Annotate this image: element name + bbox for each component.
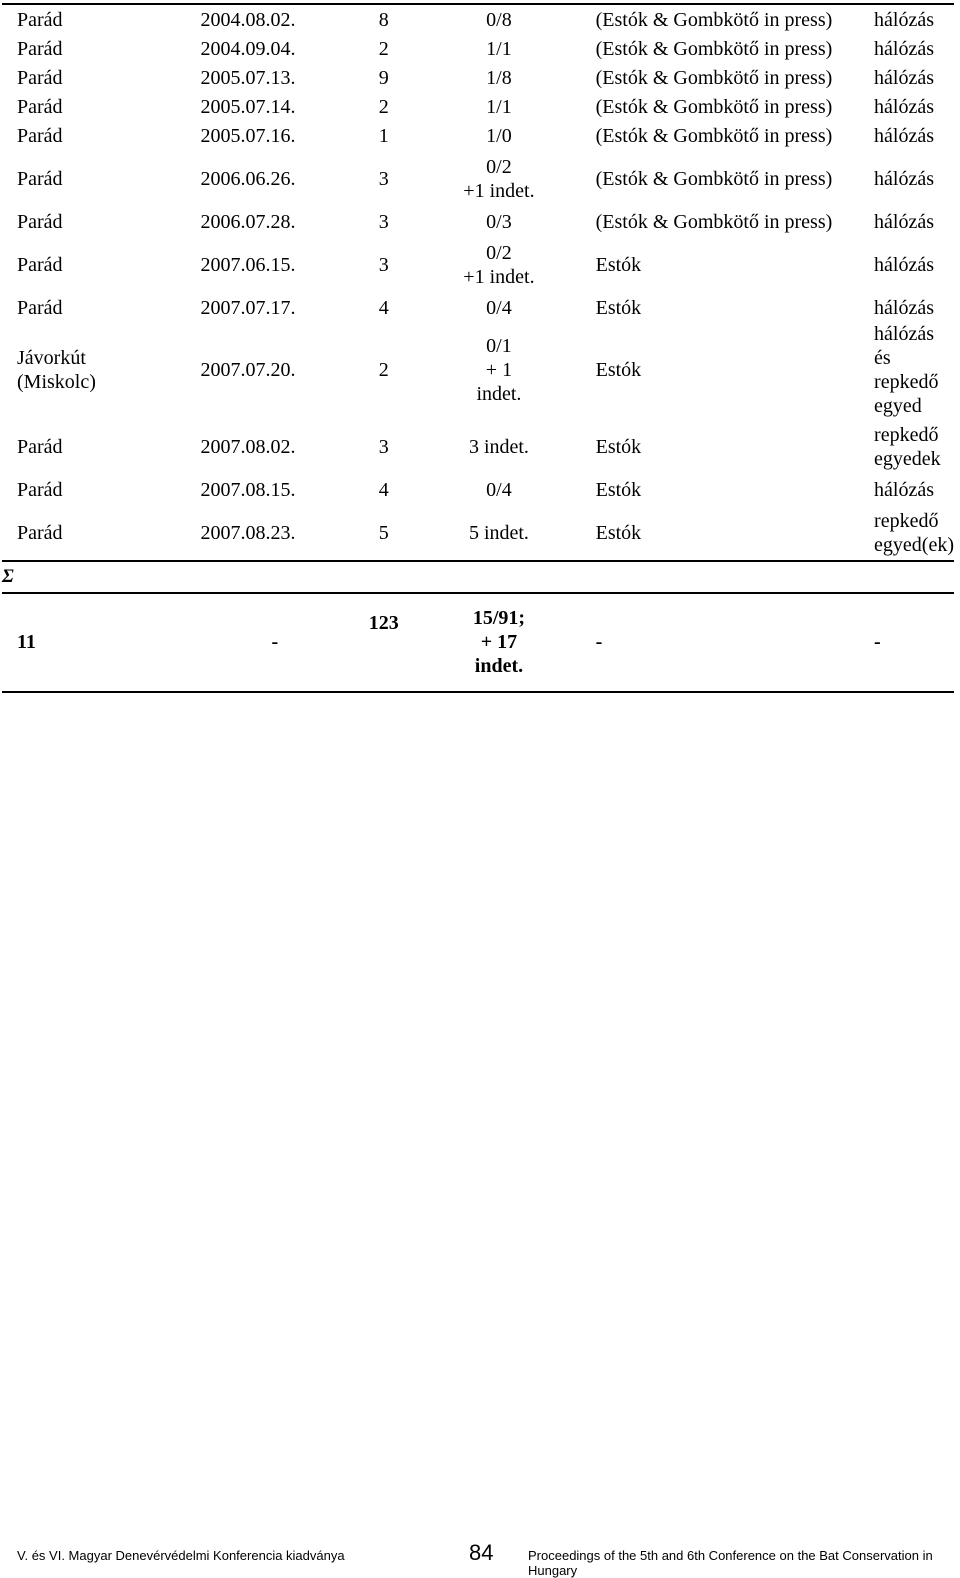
date-cell: 2004.08.02. [200,8,296,31]
source-cell: Estók [595,296,642,319]
count-cell: 2 [378,37,389,60]
ratio-cell: 0/3 [486,210,512,233]
count-cell: 3 [378,435,389,458]
location-cell: Parád [17,124,63,147]
source-cell: Estók [595,359,642,381]
source-cell: (Estók & Gombkötő in press) [595,167,833,190]
table-row [2,121,954,150]
date-cell: 2005.07.14. [200,95,296,118]
table-row [2,322,954,418]
location-cell: Parád [17,521,63,544]
count-cell: 4 [378,296,389,319]
table-row [2,207,954,236]
ratio-cell: 0/1 + 1 indet. [476,335,522,405]
date-cell: 2007.08.15. [200,478,296,501]
location-cell: Parád [17,478,63,501]
method-cell: hálózás [874,296,935,319]
location-cell: Parád [17,296,63,319]
location-cell: Parád [17,253,63,276]
location-cell: Parád [17,210,63,233]
count-cell: 2 [378,95,389,118]
location-cell: Jávorkút (Miskolc) [17,347,96,393]
table-row [2,92,954,121]
ratio-cell: 0/4 [486,478,512,501]
table-row [2,504,954,561]
table-row [2,34,954,63]
sigma-label: Σ [2,566,14,587]
date-cell: 2005.07.13. [200,66,296,89]
ratio-cell: 1/1 [486,95,512,118]
date-cell: 2007.08.02. [200,435,296,458]
source-cell: Estók [595,521,642,544]
ratio-cell: 0/4 [486,296,512,319]
table-row [2,293,954,322]
total-source-cell: - [595,631,603,653]
ratio-cell: 0/2 +1 indet. [463,155,535,202]
method-cell: hálózás [874,167,935,190]
ratio-cell: 1/0 [486,124,512,147]
total-count-cell: 123 [368,612,399,634]
location-cell: Parád [17,95,63,118]
source-cell: Estók [595,435,642,458]
method-cell: hálózás [874,253,935,276]
method-cell: hálózás és repkedő egyed [874,323,939,417]
location-cell: Parád [17,435,63,458]
count-cell: 4 [378,478,389,501]
method-cell: hálózás [874,478,935,501]
ratio-cell: 3 indet. [468,435,529,458]
date-cell: 2007.07.17. [200,296,296,319]
source-cell: Estók [595,478,642,501]
date-cell: 2007.06.15. [200,253,296,276]
method-cell: repkedő egyed(ek) [874,509,954,556]
method-cell: hálózás [874,210,935,233]
method-cell: hálózás [874,37,935,60]
location-cell: Parád [17,37,63,60]
count-cell: 1 [378,124,389,147]
date-cell: 2007.07.20. [200,359,296,381]
footer-left-text: V. és VI. Magyar Denevérvédelmi Konferencia kiadványa [17,1548,345,1563]
table-row [2,418,954,475]
table-row [2,236,954,293]
date-cell: 2007.08.23. [200,521,296,544]
method-cell: repkedő egyedek [874,423,941,470]
count-cell: 3 [378,210,389,233]
sigma-top-rule [2,560,954,562]
method-cell: hálózás [874,66,935,89]
date-cell: 2004.09.04. [200,37,296,60]
count-cell: 9 [378,66,389,89]
method-cell: hálózás [874,95,935,118]
ratio-cell: 1/8 [486,66,512,89]
total-top-rule [2,592,954,594]
source-cell: (Estók & Gombkötő in press) [595,124,833,147]
total-date-cell: - [271,631,279,653]
location-cell: Parád [17,66,63,89]
date-cell: 2005.07.16. [200,124,296,147]
table-row [2,63,954,92]
total-location-cell: 11 [17,631,36,653]
source-cell: (Estók & Gombkötő in press) [595,8,833,31]
method-cell: hálózás [874,124,935,147]
total-method-cell: - [874,631,881,653]
total-row [2,593,954,691]
total-ratio-cell: 15/91; + 17 indet. [472,607,526,677]
ratio-cell: 5 indet. [468,521,529,544]
count-cell: 3 [378,253,389,276]
location-cell: Parád [17,8,63,31]
footer-right-text: Proceedings of the 5th and 6th Conference on the Bat Conservation in Hungary [528,1548,933,1578]
sigma-row [2,561,954,593]
count-cell: 2 [378,359,389,381]
records-table-body [2,5,954,691]
count-cell: 8 [378,8,389,31]
date-cell: 2006.06.26. [200,167,296,190]
ratio-cell: 0/8 [486,8,512,31]
table-bottom-rule [2,691,954,693]
records-table [2,5,954,691]
page-footer [0,1540,960,1578]
source-cell: (Estók & Gombkötő in press) [595,95,833,118]
count-cell: 3 [378,167,389,190]
count-cell: 5 [378,521,389,544]
ratio-cell: 0/2 +1 indet. [463,241,535,288]
location-cell: Parád [17,167,63,190]
source-cell: (Estók & Gombkötő in press) [595,210,833,233]
table-row [2,150,954,207]
date-cell: 2006.07.28. [200,210,296,233]
source-cell: (Estók & Gombkötő in press) [595,37,833,60]
method-cell: hálózás [874,8,935,31]
source-cell: (Estók & Gombkötő in press) [595,66,833,89]
page-number: 84 [469,1540,494,1565]
source-cell: Estók [595,253,642,276]
table-row [2,475,954,504]
table-row [2,5,954,34]
ratio-cell: 1/1 [486,37,512,60]
